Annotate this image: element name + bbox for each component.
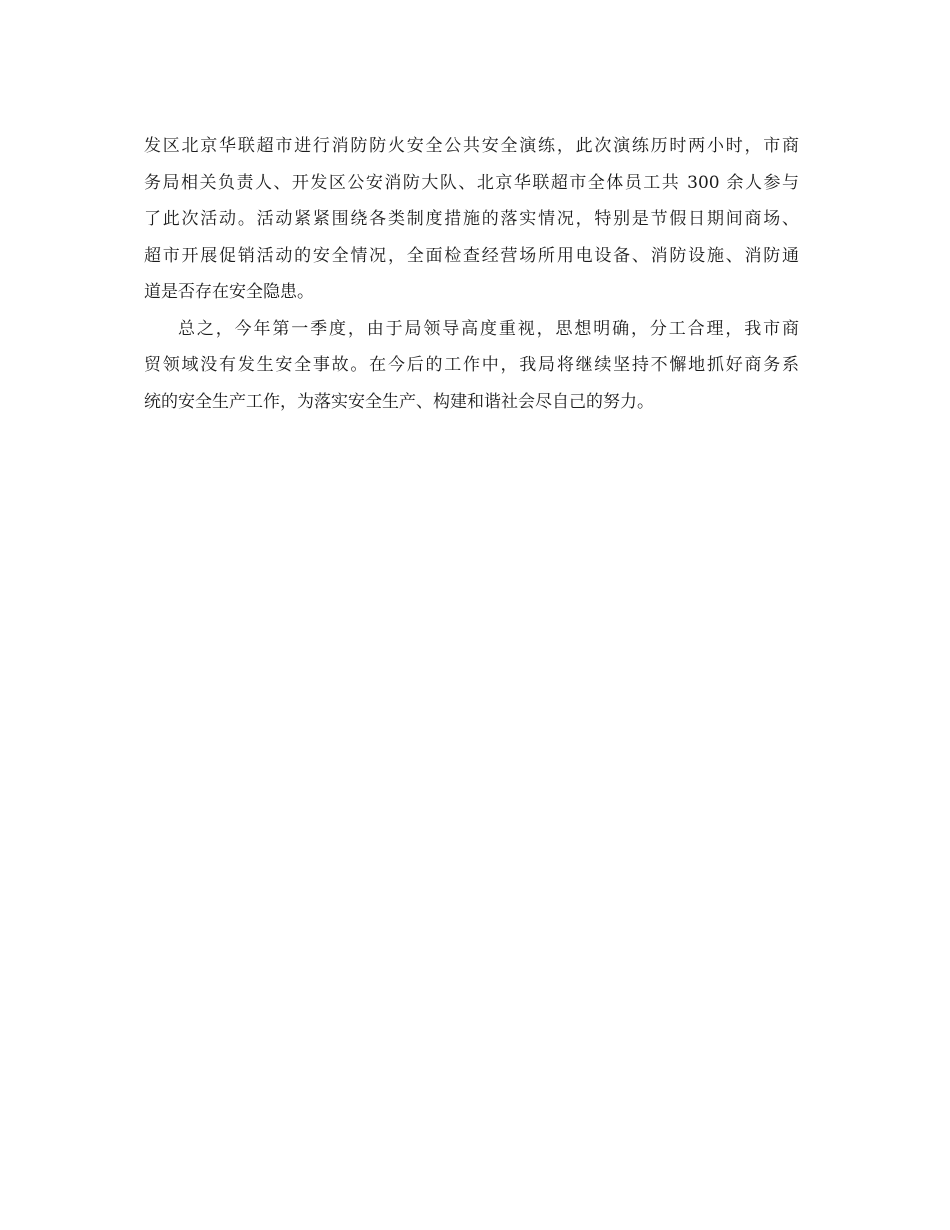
paragraph-summary (144, 311, 799, 421)
paragraph-drill-report (144, 128, 799, 311)
document-body (144, 128, 799, 420)
paragraph-line: 道是否存在安全隐患。 (144, 282, 314, 302)
paragraph-line: 总之，今年第一季度，由于局领导高度重视，思想明确，分工合理，我市商 (178, 318, 799, 339)
paragraph-line: 发区北京华联超市进行消防防火安全公共安全演练，此次演练历时两小时，市商 (144, 136, 799, 156)
paragraph-line: 了此次活动。活动紧紧围绕各类制度措施的落实情况，特别是节假日期间商场、 (144, 209, 799, 229)
paragraph-line: 务局相关负责人、开发区公安消防大队、北京华联超市全体员工共 300 余人参与 (144, 172, 799, 193)
paragraph-line: 贸领域没有发生安全事故。在今后的工作中，我局将继续坚持不懈地抓好商务系 (144, 355, 799, 375)
paragraph-line: 统的安全生产工作，为落实安全生产、构建和谐社会尽自己的努力。 (144, 391, 654, 412)
paragraph-line: 超市开展促销活动的安全情况，全面检查经营场所用电设备、消防设施、消防通 (144, 245, 799, 266)
